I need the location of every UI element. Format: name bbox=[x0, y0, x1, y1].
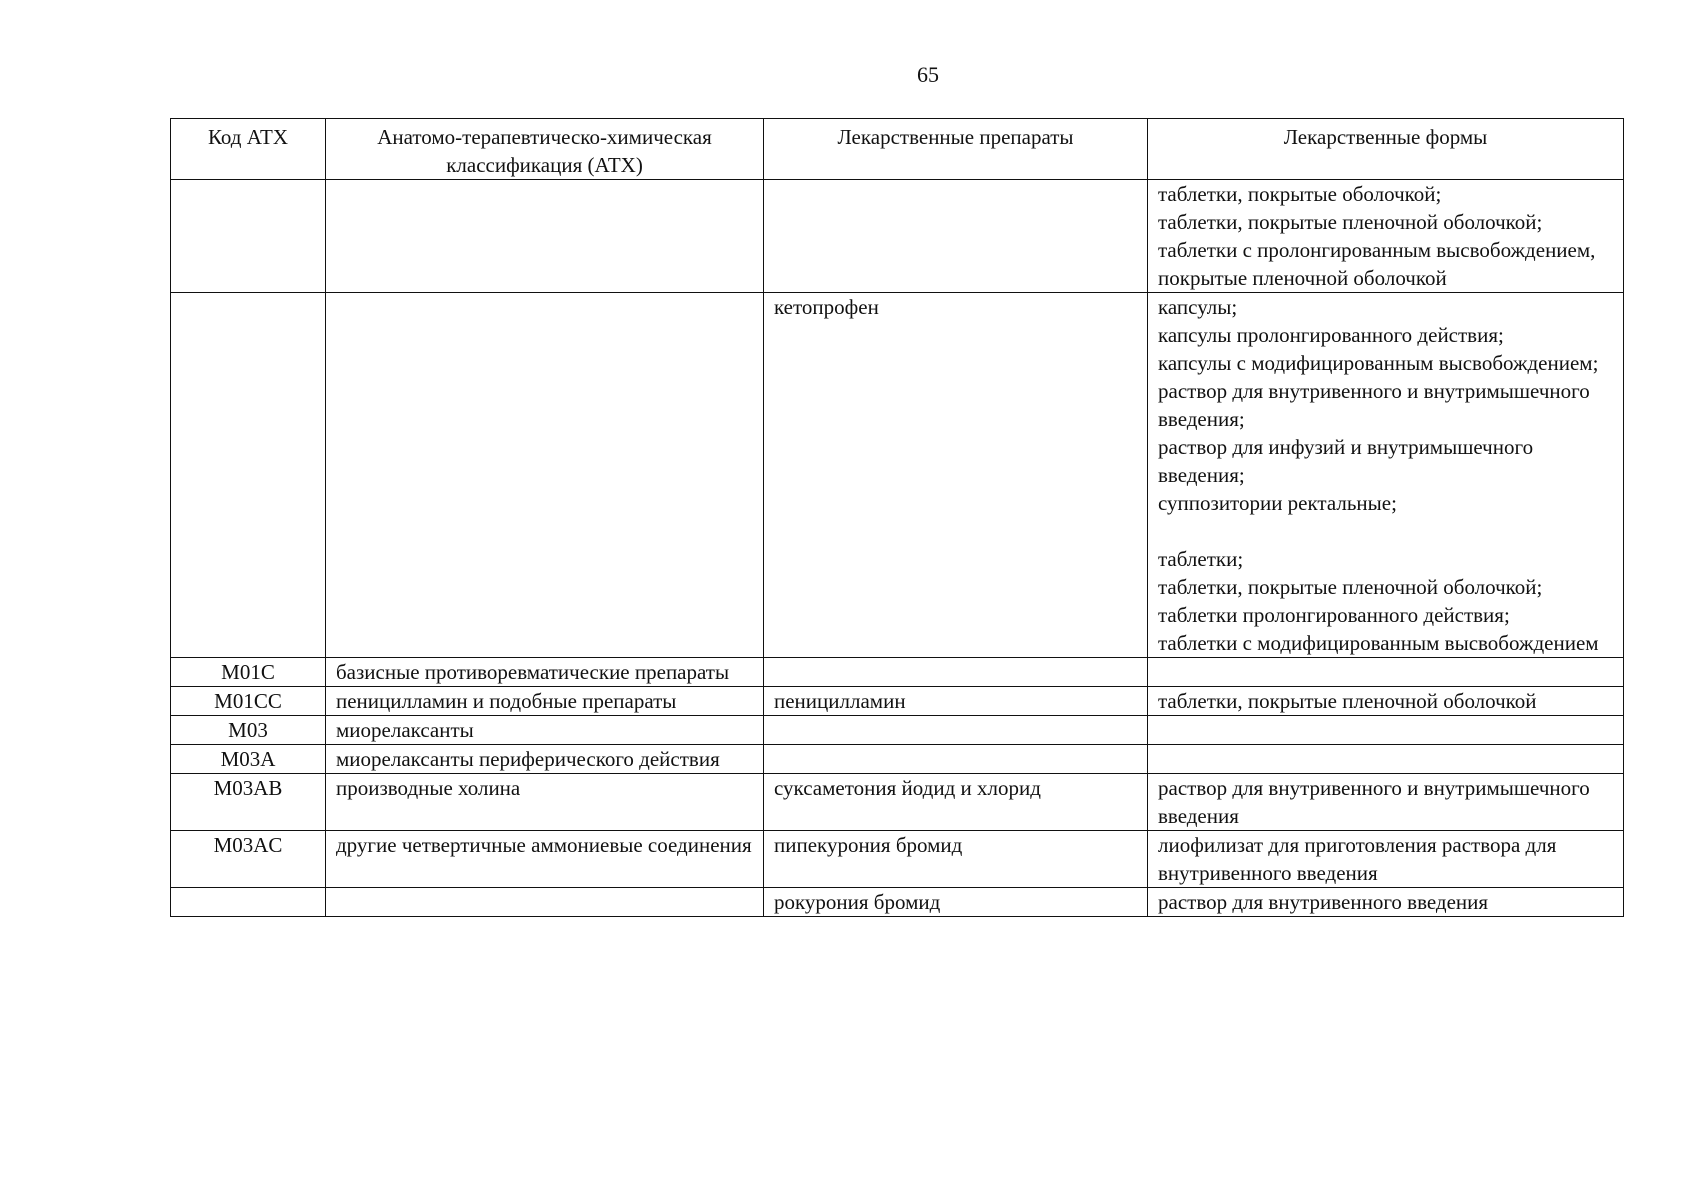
table-row bbox=[171, 774, 1624, 831]
atc-code-cell: M01CC bbox=[171, 687, 326, 716]
table-row bbox=[171, 831, 1624, 888]
dosage-forms-cell: капсулы; капсулы пролонгированного действия; капсулы с модифицированным высвобождением; раствор для внутривенного и внутримышечного введения; раствор для инфузий и внутримышечного введения; суппозитории ректальные; таблетки; таблетки, покрытые пленочной оболочкой; таблетки пролонгированного действия; таблетки с модифицированным высвобождением bbox=[1148, 293, 1624, 658]
classification-cell: миорелаксанты bbox=[326, 716, 764, 745]
atc-code-cell: M01C bbox=[171, 658, 326, 687]
dosage-forms-cell: раствор для внутривенного введения bbox=[1148, 888, 1624, 917]
table-row bbox=[171, 745, 1624, 774]
header-atc-code: Код АТХ bbox=[171, 119, 326, 180]
header-drugs: Лекарственные препараты bbox=[764, 119, 1148, 180]
dosage-forms-cell: таблетки, покрытые пленочной оболочкой bbox=[1148, 687, 1624, 716]
drug-cell: кетопрофен bbox=[764, 293, 1148, 658]
table-body bbox=[171, 180, 1624, 917]
dosage-forms-cell: таблетки, покрытые оболочкой; таблетки, покрытые пленочной оболочкой; таблетки с пролонгированным высвобождением, покрытые пленочной оболочкой bbox=[1148, 180, 1624, 293]
drug-cell: суксаметония йодид и хлорид bbox=[764, 774, 1148, 831]
dosage-forms-cell: лиофилизат для приготовления раствора для внутривенного введения bbox=[1148, 831, 1624, 888]
atc-code-cell bbox=[171, 293, 326, 658]
drug-cell: пипекурония бромид bbox=[764, 831, 1148, 888]
classification-cell: пеницилламин и подобные препараты bbox=[326, 687, 764, 716]
classification-cell bbox=[326, 293, 764, 658]
table-row bbox=[171, 687, 1624, 716]
atc-code-cell bbox=[171, 888, 326, 917]
table-row bbox=[171, 888, 1624, 917]
header-dosage-forms: Лекарственные формы bbox=[1148, 119, 1624, 180]
drug-cell bbox=[764, 745, 1148, 774]
header-row bbox=[171, 119, 1624, 180]
classification-cell: базисные противоревматические препараты bbox=[326, 658, 764, 687]
dosage-forms-cell bbox=[1148, 716, 1624, 745]
table-header bbox=[171, 119, 1624, 180]
atc-code-cell: M03AC bbox=[171, 831, 326, 888]
classification-cell bbox=[326, 180, 764, 293]
page-number: 65 bbox=[917, 62, 939, 87]
header-atc-classification: Анатомо-терапевтическо-химическая классификация (АТХ) bbox=[326, 119, 764, 180]
drug-cell: пеницилламин bbox=[764, 687, 1148, 716]
atc-code-cell: M03AB bbox=[171, 774, 326, 831]
drug-cell: рокурония бромид bbox=[764, 888, 1148, 917]
drug-cell bbox=[764, 180, 1148, 293]
table-row bbox=[171, 293, 1624, 658]
atc-code-cell: M03 bbox=[171, 716, 326, 745]
classification-cell bbox=[326, 888, 764, 917]
atc-table bbox=[170, 118, 1624, 917]
dosage-forms-cell bbox=[1148, 658, 1624, 687]
atc-code-cell: M03A bbox=[171, 745, 326, 774]
drug-cell bbox=[764, 658, 1148, 687]
dosage-forms-cell bbox=[1148, 745, 1624, 774]
table-row bbox=[171, 716, 1624, 745]
classification-cell: производные холина bbox=[326, 774, 764, 831]
drug-cell bbox=[764, 716, 1148, 745]
atc-code-cell bbox=[171, 180, 326, 293]
dosage-forms-cell: раствор для внутривенного и внутримышечного введения bbox=[1148, 774, 1624, 831]
table-row bbox=[171, 658, 1624, 687]
classification-cell: другие четвертичные аммониевые соединения bbox=[326, 831, 764, 888]
classification-cell: миорелаксанты периферического действия bbox=[326, 745, 764, 774]
table-row bbox=[171, 180, 1624, 293]
